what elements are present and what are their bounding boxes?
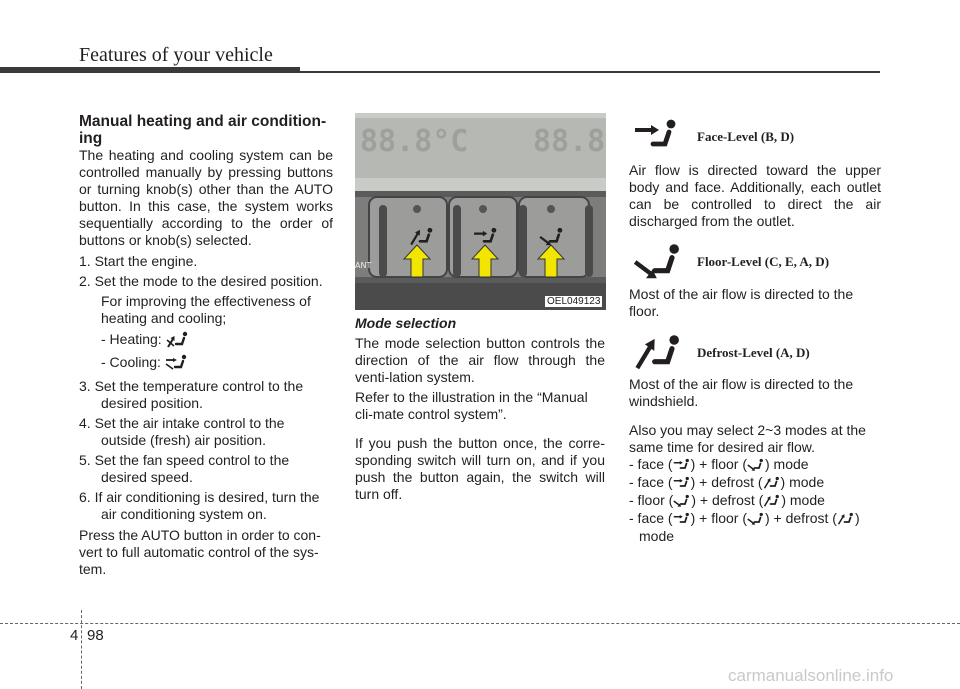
- floor-level-row: [629, 242, 881, 284]
- step-2-sub: For improving the effectiveness of heating and cooling;: [101, 293, 311, 326]
- combo-text: ) + floor (: [690, 510, 747, 526]
- step-3: 3. Set the temperature control to the desired position.: [79, 378, 304, 411]
- image-caption: OEL049123: [547, 296, 601, 307]
- ant-label: ANT: [355, 261, 372, 270]
- floor-icon: [747, 512, 765, 526]
- mode-selection-p2: Refer to the illustration in the “Manual cli-mate control system”.: [355, 389, 588, 422]
- combo-text: ) + defrost (: [764, 510, 837, 526]
- combo-text: ) + defrost (: [690, 474, 763, 490]
- defrost-level-text: Most of the air flow is directed to the windshield.: [629, 376, 854, 409]
- combo-face-defrost: [629, 474, 881, 492]
- step-4: 4. Set the air intake control to the outside (fresh) air position.: [79, 415, 285, 448]
- heating-row: [79, 331, 333, 351]
- header-bar: [0, 67, 300, 73]
- defrost-level-label: Defrost-Level (A, D): [697, 345, 810, 360]
- mode-selection-p1: The mode selection button controls the direction of the air flow through the venti-lation system.: [355, 335, 605, 385]
- combo-text: ) mode: [764, 456, 809, 472]
- floor-level-label: Floor-Level (C, E, A, D): [697, 254, 830, 269]
- combo-text: - floor (: [629, 492, 674, 508]
- combo-face-floor: [629, 456, 881, 474]
- step-5: 5. Set the fan speed control to the desired speed.: [79, 452, 290, 485]
- combo-intro: Also you may select 2~3 modes at the same time for desired air flow.: [629, 422, 866, 455]
- combo-floor-defrost: [629, 492, 881, 510]
- cooling-label: - Cooling:: [101, 354, 161, 370]
- mode-selection-heading: Mode selection: [355, 315, 457, 331]
- floor-icon: [673, 494, 691, 508]
- page-header-title: Features of your vehicle: [79, 44, 273, 66]
- defrost-icon: [763, 494, 781, 508]
- combo-text: - face (: [629, 456, 673, 472]
- combo-face-floor-defrost: [629, 510, 881, 528]
- defrost-mode-icon: [633, 333, 685, 373]
- face-icon: [673, 458, 691, 472]
- outro-paragraph: Press the AUTO button in order to con-vert to full automatic control of the sys-tem.: [79, 527, 321, 577]
- combo-text: ): [854, 510, 860, 526]
- right-column: [629, 118, 881, 545]
- section-number: 4: [70, 627, 79, 644]
- face-level-text: Air flow is directed toward the upper body and face. Additionally, each outlet can be controlled to direct the air discharged from the outlet.: [629, 162, 881, 229]
- combo-text: ) + defrost (: [691, 492, 764, 508]
- combo-text: ) mode: [781, 492, 825, 508]
- face-level-label: Face-Level (B, D): [697, 129, 795, 144]
- cooling-row: [79, 354, 333, 374]
- heating-label: - Heating:: [101, 331, 162, 347]
- face-icon: [673, 476, 691, 490]
- watermark[interactable]: carmanualsonline.info: [728, 666, 894, 685]
- floor-level-text: Most of the air flow is directed to the floor.: [629, 286, 854, 319]
- face-mode-icon: [633, 118, 681, 154]
- footer-rule: [0, 623, 960, 624]
- defrost-icon: [837, 512, 855, 526]
- page-number: 98: [87, 627, 104, 644]
- mode-selection-p3: If you push the button once, the corre-sponding switch will turn on, and if you push the button again, the switch will turn off.: [355, 435, 605, 502]
- combo-text: ) mode: [780, 474, 825, 490]
- combo-text: ) + floor (: [690, 456, 747, 472]
- display-temp-left: 88.8°C: [360, 124, 469, 159]
- climate-panel-photo: [355, 113, 606, 310]
- left-column: [79, 113, 333, 578]
- floor-defrost-mode-icon: [166, 331, 190, 349]
- face-icon: [673, 512, 691, 526]
- header-rule: [300, 71, 880, 73]
- step-1: 1. Start the engine.: [79, 253, 198, 269]
- defrost-icon: [763, 476, 781, 490]
- intro-paragraph: The heating and cooling system can be controlled manually by pressing buttons or turning knob(s) other than the AUTO button. In this case, the system works sequentially according to the order of buttons or knob(s) selected.: [79, 147, 333, 248]
- step-6: 6. If air conditioning is desired, turn the air conditioning system on.: [79, 489, 320, 522]
- defrost-level-row: [629, 333, 881, 375]
- floor-mode-icon: [633, 242, 685, 282]
- combo-text: - face (: [629, 474, 673, 490]
- display-temp-right: 88.8: [533, 124, 606, 159]
- combo-mode-word: mode: [639, 528, 675, 544]
- footer-divider: [81, 610, 82, 689]
- step-2: 2. Set the mode to the desired position.: [79, 273, 323, 289]
- middle-column: [355, 315, 605, 503]
- section-heading: Manual heating and air condition-ing: [79, 113, 327, 147]
- combo-text: - face (: [629, 510, 673, 526]
- face-floor-mode-icon: [165, 354, 189, 372]
- floor-icon: [747, 458, 765, 472]
- face-level-row: [629, 118, 881, 156]
